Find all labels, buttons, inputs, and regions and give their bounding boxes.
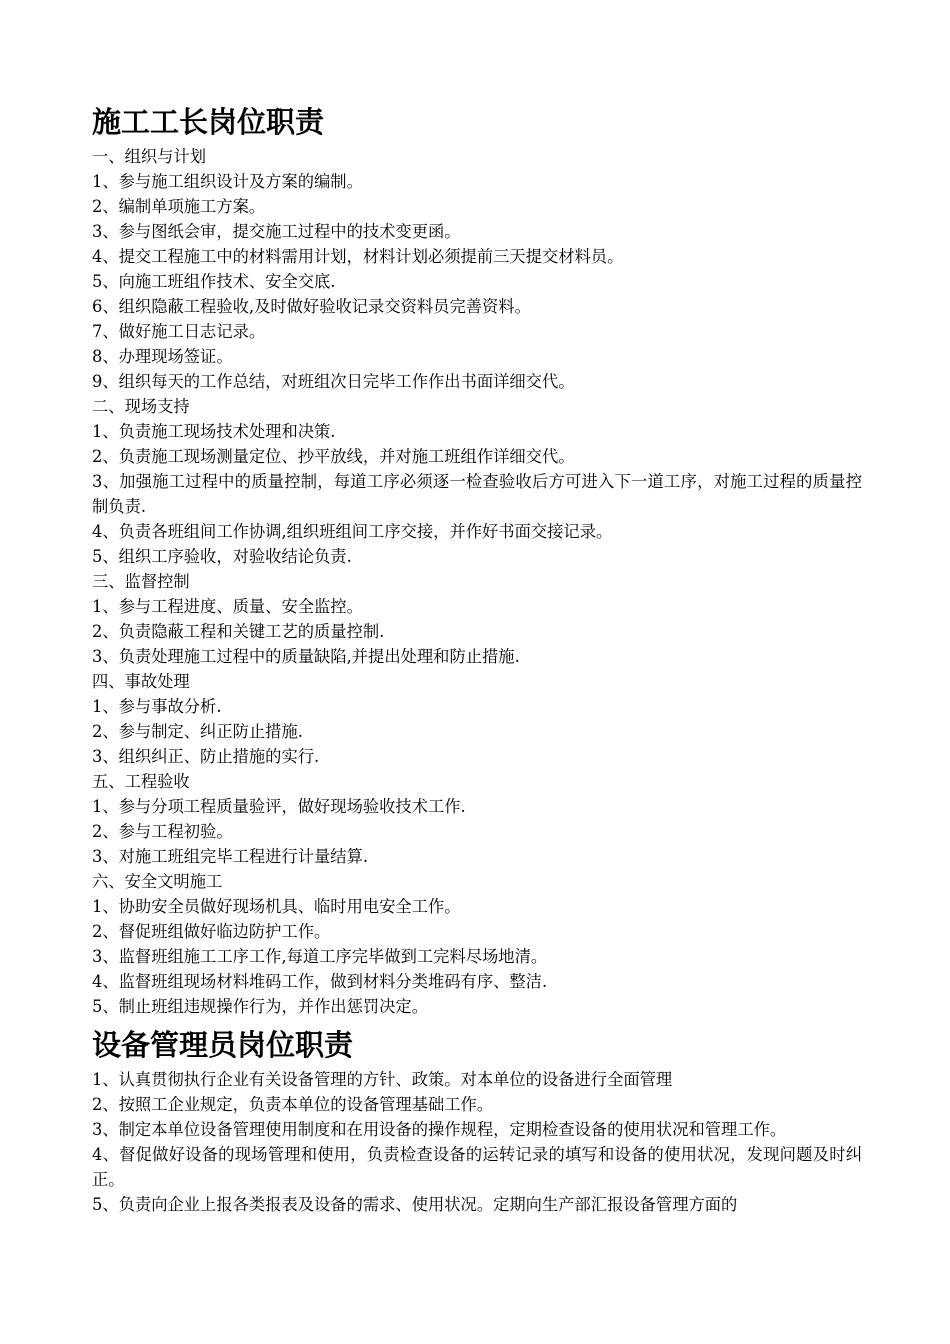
equipment-manager-duties <box>92 1067 862 1217</box>
list-item: 5、组织工序验收，对验收结论负责. <box>92 547 352 566</box>
section-heading: 五、工程验收 <box>92 772 190 791</box>
list-item: 1、参与事故分析. <box>92 697 222 716</box>
foreman-duties <box>92 144 862 1019</box>
list-item: 4、督促做好设备的现场管理和使用，负责检查设备的运转记录的填写和设备的使用状况，发现问题及时纠正。 <box>92 1145 862 1189</box>
list-item: 1、认真贯彻执行企业有关设备管理的方针、政策。对本单位的设备进行全面管理 <box>92 1070 673 1089</box>
list-item: 4、提交工程施工中的材料需用计划，材料计划必须提前三天提交材料员。 <box>92 247 624 266</box>
section-heading: 一、组织与计划 <box>92 147 206 166</box>
list-item: 3、加强施工过程中的质量控制，每道工序必须逐一检查验收后方可进入下一道工序，对施工过程的质量控制负责. <box>92 472 862 516</box>
list-item: 1、负责施工现场技术处理和决策. <box>92 422 336 441</box>
list-item: 3、制定本单位设备管理使用制度和在用设备的操作规程，定期检查设备的使用状况和管理工作。 <box>92 1120 787 1139</box>
section-heading: 四、事故处理 <box>92 672 190 691</box>
section-heading: 六、安全文明施工 <box>92 872 223 891</box>
list-item: 1、参与工程进度、质量、安全监控。 <box>92 597 363 616</box>
list-item: 1、参与施工组织设计及方案的编制。 <box>92 172 363 191</box>
document-page <box>92 104 862 1217</box>
list-item: 2、按照工企业规定，负责本单位的设备管理基础工作。 <box>92 1095 494 1114</box>
list-item: 3、参与图纸会审，提交施工过程中的技术变更函。 <box>92 222 461 241</box>
list-item: 2、督促班组做好临边防护工作。 <box>92 922 331 941</box>
list-item: 3、组织纠正、防止措施的实行. <box>92 747 320 766</box>
list-item: 4、负责各班组间工作协调,组织班组间工序交接，并作好书面交接记录。 <box>92 522 613 541</box>
list-item: 3、监督班组施工工序工作,每道工序完毕做到工完料尽场地清。 <box>92 947 548 966</box>
list-item: 3、对施工班组完毕工程进行计量结算. <box>92 847 369 866</box>
list-item: 2、编制单项施工方案。 <box>92 197 266 216</box>
doc-title-foreman: 施工工长岗位职责 <box>92 105 325 139</box>
section-heading: 二、现场支持 <box>92 397 190 416</box>
list-item: 1、协助安全员做好现场机具、临时用电安全工作。 <box>92 897 461 916</box>
list-item: 2、负责隐蔽工程和关键工艺的质量控制. <box>92 622 385 641</box>
section-heading: 三、监督控制 <box>92 572 190 591</box>
list-item: 2、参与工程初验。 <box>92 822 233 841</box>
list-item: 9、组织每天的工作总结，对班组次日完毕工作作出书面详细交代。 <box>92 372 575 391</box>
list-item: 5、负责向企业上报各类报表及设备的需求、使用状况。定期向生产部汇报设备管理方面的 <box>92 1195 738 1214</box>
list-item: 4、监督班组现场材料堆码工作，做到材料分类堆码有序、整洁. <box>92 972 548 991</box>
list-item: 6、组织隐蔽工程验收,及时做好验收记录交资料员完善资料。 <box>92 297 531 316</box>
list-item: 5、制止班组违规操作行为，并作出惩罚决定。 <box>92 997 428 1016</box>
list-item: 1、参与分项工程质量验评，做好现场验收技术工作. <box>92 797 466 816</box>
list-item: 8、办理现场签证。 <box>92 347 233 366</box>
doc-title-equipment-manager: 设备管理员岗位职责 <box>92 1028 354 1062</box>
list-item: 7、做好施工日志记录。 <box>92 322 266 341</box>
list-item: 2、负责施工现场测量定位、抄平放线，并对施工班组作详细交代。 <box>92 447 575 466</box>
list-item: 5、向施工班组作技术、安全交底. <box>92 272 336 291</box>
list-item: 3、负责处理施工过程中的质量缺陷,并提出处理和防止措施. <box>92 647 520 666</box>
list-item: 2、参与制定、纠正防止措施. <box>92 722 303 741</box>
